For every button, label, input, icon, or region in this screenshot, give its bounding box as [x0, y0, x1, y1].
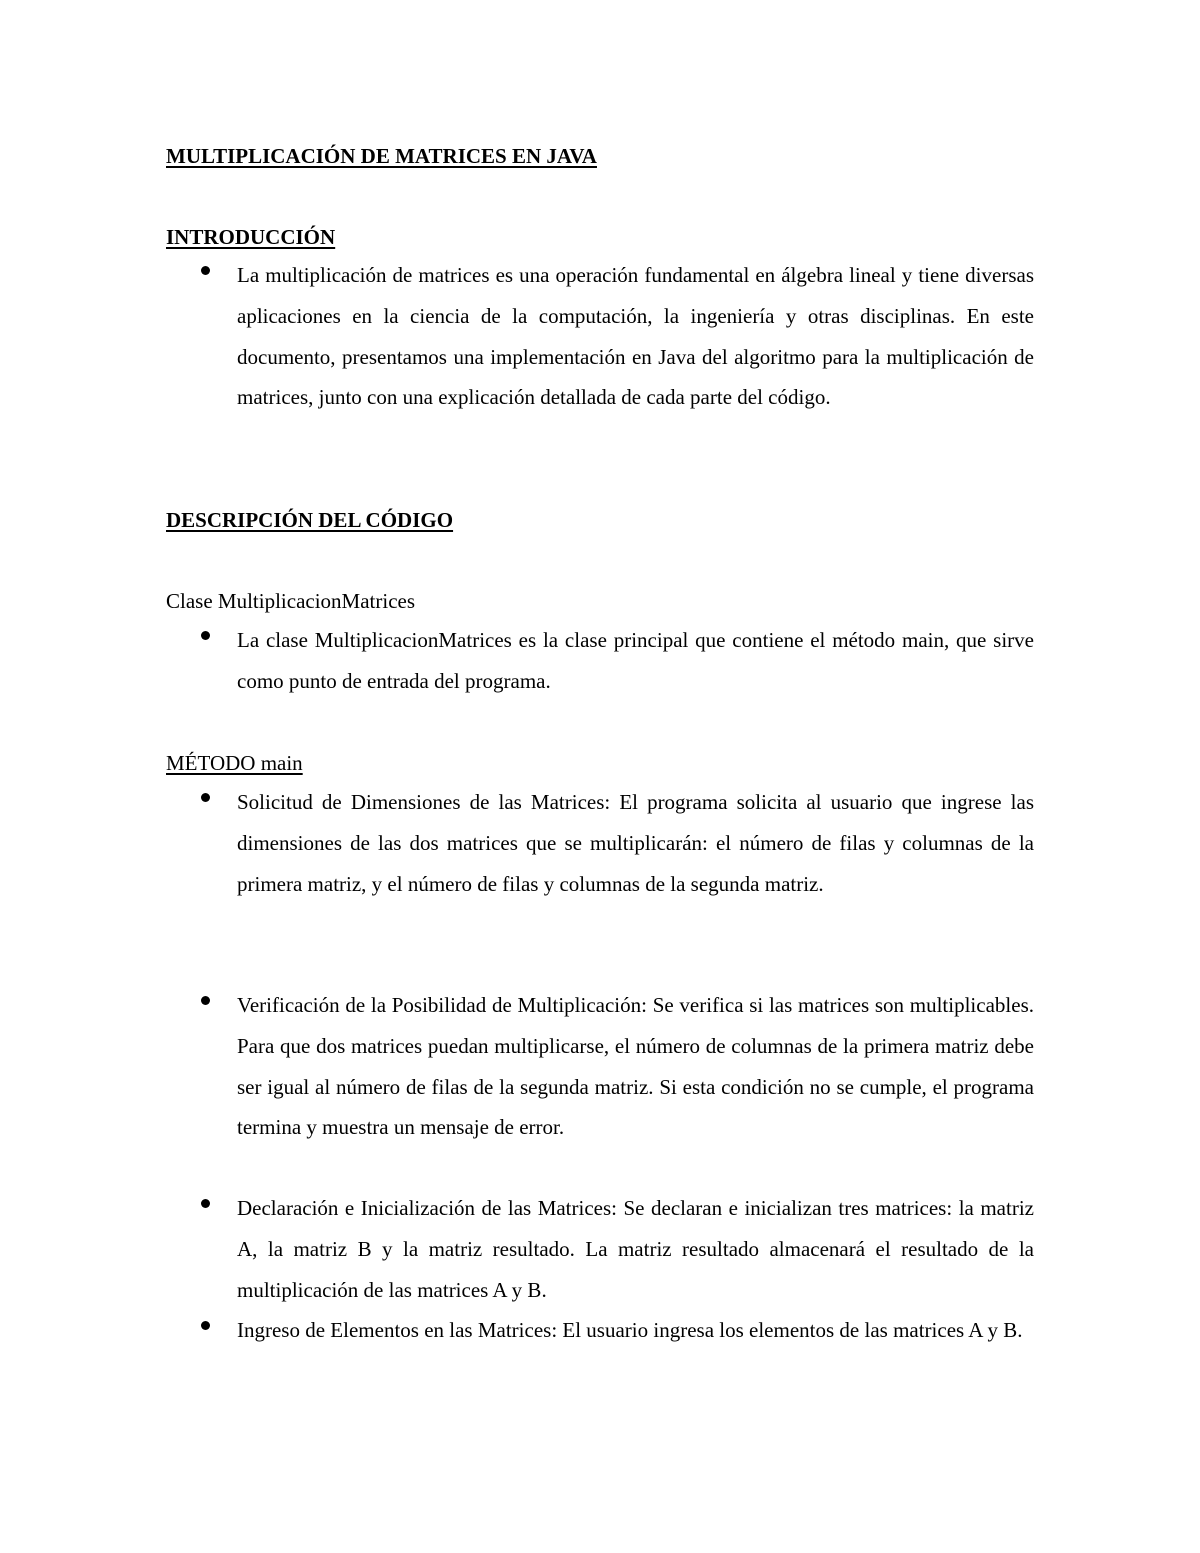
- main-bullet: [166, 1188, 1034, 1310]
- class-bullet-text: La clase MultiplicacionMatrices es la clase principal que contiene el método main, que sirve como punto de entrada del programa.: [237, 628, 1034, 693]
- bullet-icon: [201, 631, 210, 640]
- bullet-icon: [201, 266, 210, 275]
- main-bullet: [166, 782, 1034, 904]
- main-section-label: MÉTODO main: [166, 751, 303, 775]
- description-heading: DESCRIPCIÓN DEL CÓDIGO: [166, 508, 454, 532]
- main-bullet-text: Verificación de la Posibilidad de Multiplicación: Se verifica si las matrices son multiplicables. Para que dos matrices puedan multiplicarse, el número de columnas de la primera matriz debe ser igual al número de filas de la segunda matriz. Si esta condición no se cumple, el programa termina y muestra un mensaje de error.: [237, 993, 1034, 1140]
- bullet-icon: [201, 1199, 210, 1208]
- bullet-icon: [201, 996, 210, 1005]
- main-bullet-text: Solicitud de Dimensiones de las Matrices: El programa solicita al usuario que ingrese las dimensiones de las dos matrices que se multiplicarán: el número de filas y columnas de la primera matriz, y el número de filas y columnas de la segunda matriz.: [237, 790, 1034, 896]
- class-bullet: [166, 620, 1034, 702]
- intro-heading: INTRODUCCIÓN: [166, 225, 336, 249]
- document-title: MULTIPLICACIÓN DE MATRICES EN JAVA: [166, 144, 597, 168]
- main-bullet-text: Ingreso de Elementos en las Matrices: El usuario ingresa los elementos de las matrices A y B.: [237, 1318, 1023, 1342]
- main-bullet: [166, 985, 1034, 1148]
- class-section-label: Clase MultiplicacionMatrices: [166, 589, 416, 613]
- intro-bullet: [166, 255, 1034, 418]
- main-bullet: [166, 1310, 1034, 1351]
- main-bullet-text: Declaración e Inicialización de las Matrices: Se declaran e inicializan tres matrices: la matriz A, la matriz B y la matriz resultado. La matriz resultado almacenará el resultado de la multiplicación de las matrices A y B.: [237, 1196, 1034, 1302]
- bullet-icon: [201, 793, 210, 802]
- bullet-icon: [201, 1321, 210, 1330]
- intro-bullet-text: La multiplicación de matrices es una operación fundamental en álgebra lineal y tiene diversas aplicaciones en la ciencia de la computación, la ingeniería y otras disciplinas. En este documento, presentamos una implementación en Java del algoritmo para la multiplicación de matrices, junto con una explicación detallada de cada parte del código.: [237, 263, 1034, 410]
